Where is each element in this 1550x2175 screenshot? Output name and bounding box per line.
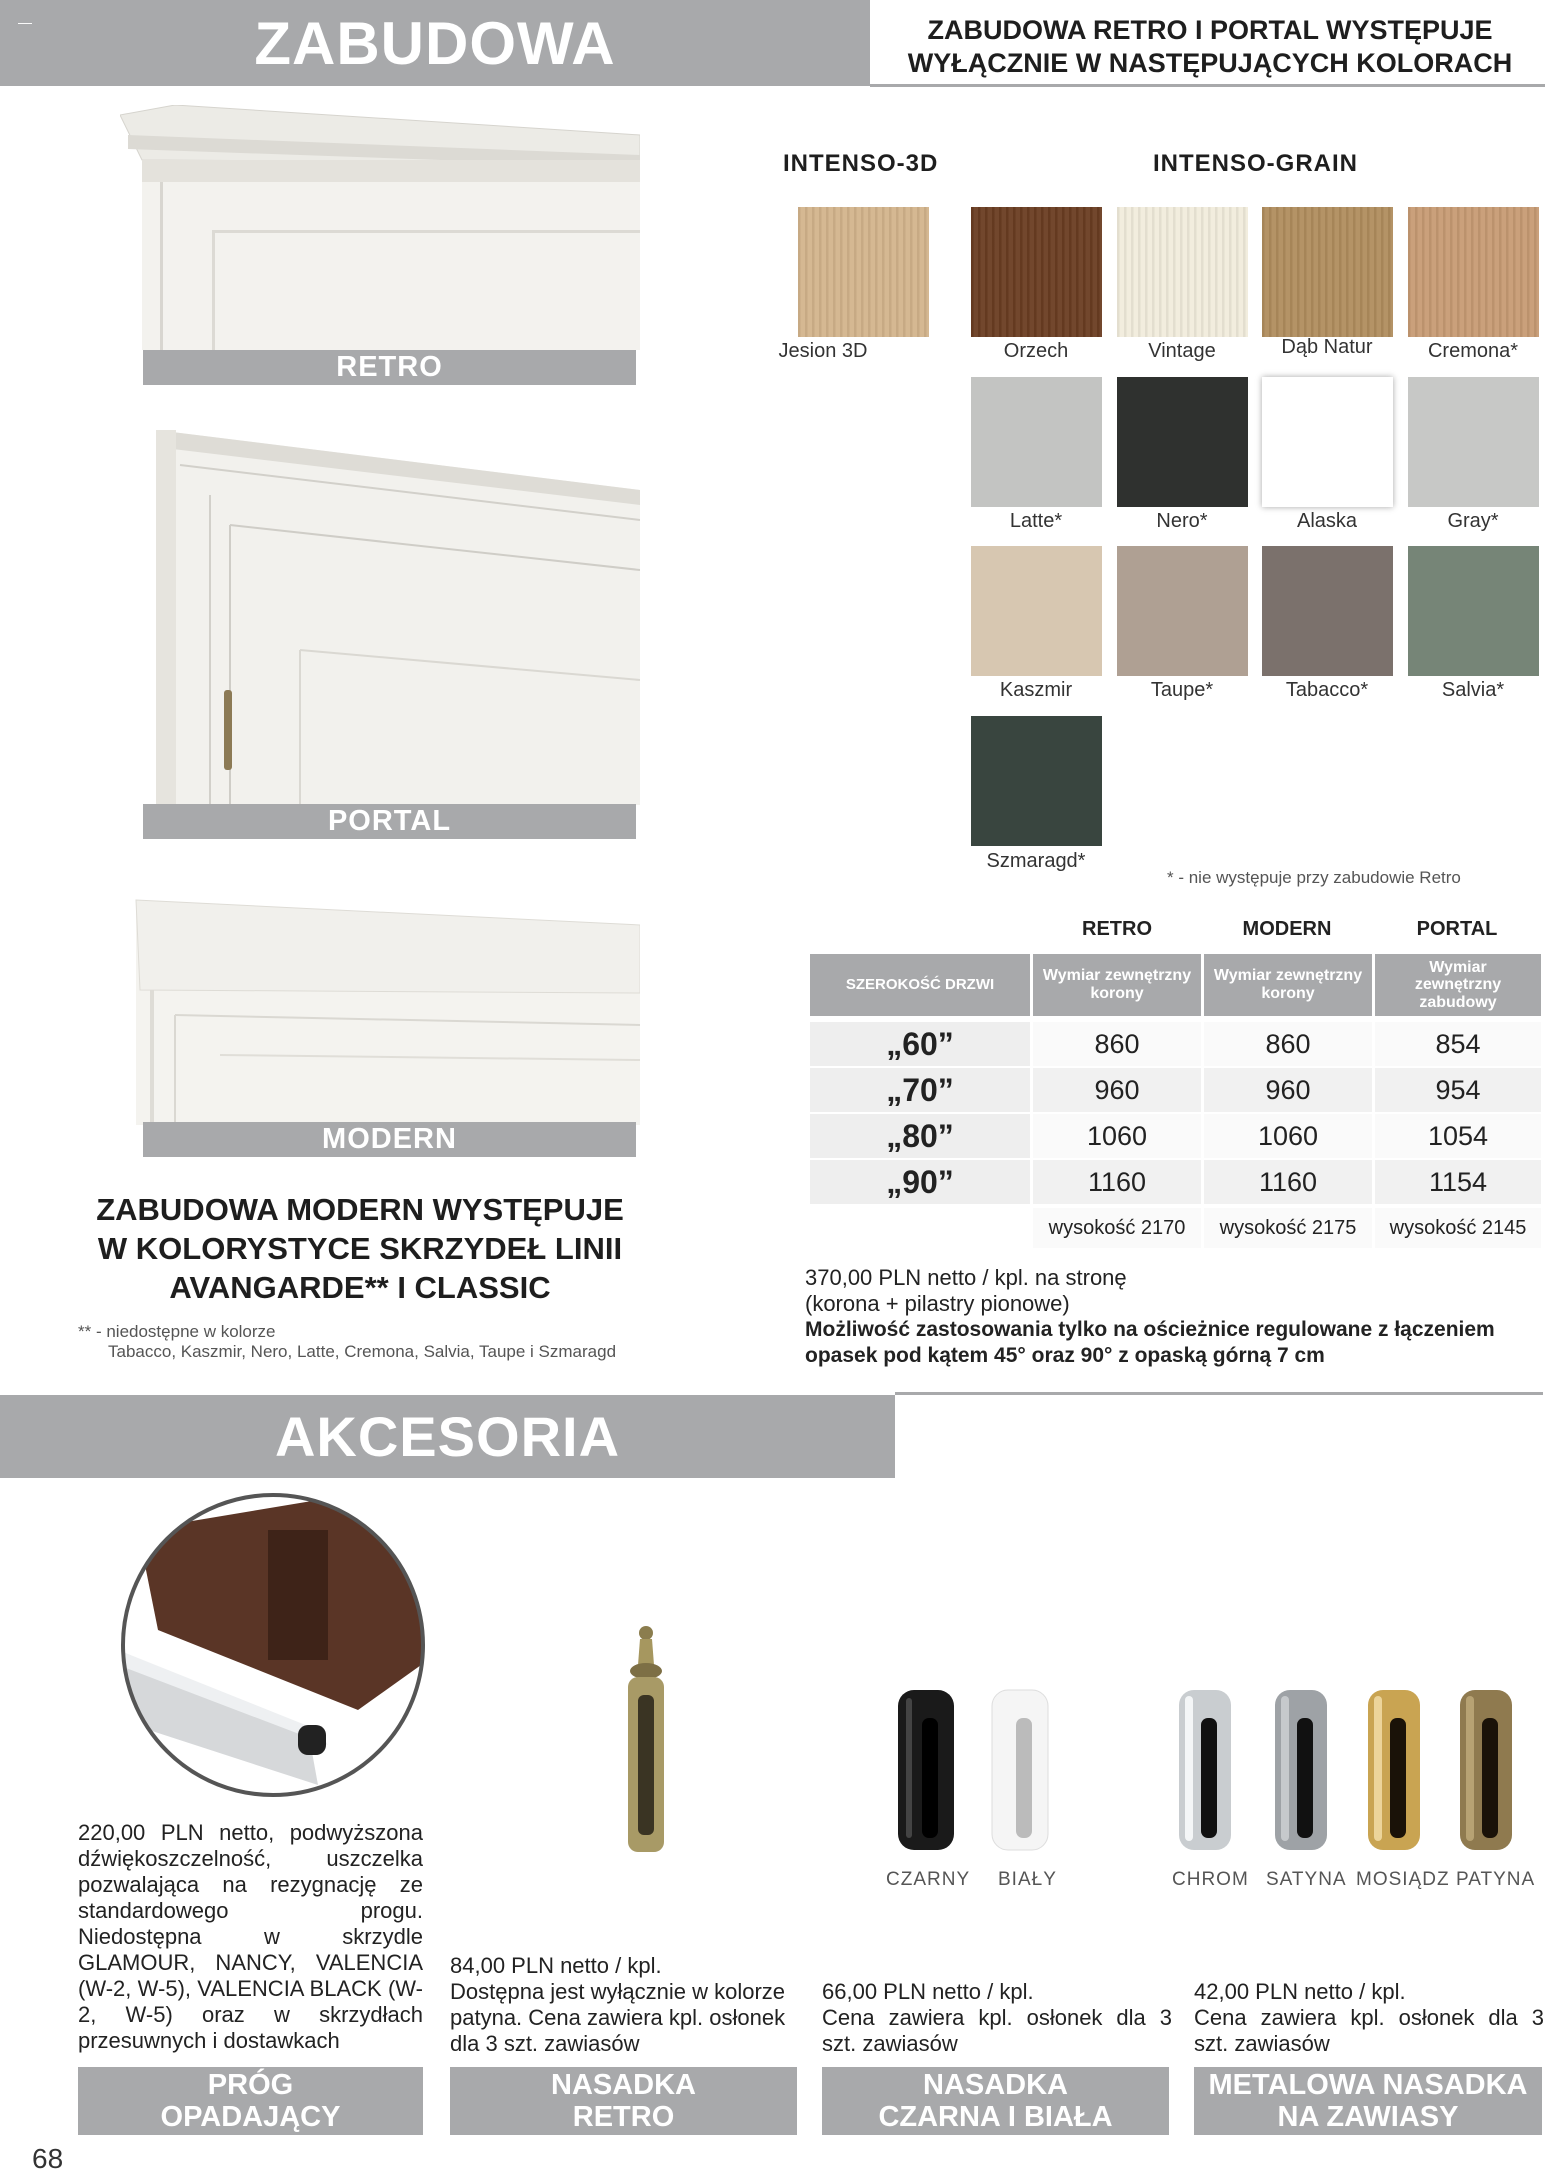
color-swatch <box>1408 207 1539 337</box>
retro-molding-image <box>120 105 640 350</box>
cell-portal: 1054 <box>1375 1114 1541 1158</box>
modern-footnote-2: Tabacco, Kaszmir, Nero, Latte, Cremona, Salvia, Taupe i Szmaragd <box>108 1342 617 1361</box>
retro-text-2: Dostępna jest wyłącznie w kolorze patyna. Cena zawiera kpl. osłonek dla 3 szt. zawiasów <box>450 1979 786 2056</box>
accessories-band <box>0 1395 895 1478</box>
palette-title-intenso3d: INTENSO-3D <box>783 150 939 177</box>
cell-portal: 954 <box>1375 1068 1541 1112</box>
table-header-modern: Wymiar zewnętrzny korony <box>1204 954 1372 1016</box>
price-note-bold1: Możliwość zastosowania tylko na ościeżnice regulowane z łączeniem <box>805 1318 1495 1341</box>
bw-cap-label-2: CZARNA I BIAŁA <box>878 2101 1113 2133</box>
chrome-cap-image <box>1177 1688 1233 1853</box>
color-swatch <box>1117 207 1248 337</box>
color-swatch-label: Tabacco* <box>1285 679 1369 701</box>
page-number: 68 <box>32 2143 64 2174</box>
color-swatch-label: Szmaragd* <box>986 850 1086 872</box>
portal-frame-image <box>150 425 640 805</box>
color-swatch <box>971 377 1102 507</box>
prog-label <box>78 2067 423 2135</box>
header-note <box>880 14 1540 80</box>
modern-label: MODERN <box>143 1122 636 1157</box>
modern-note-line1: ZABUDOWA MODERN WYSTĘPUJE <box>96 1192 624 1227</box>
page-title: ZABUDOWA <box>254 9 616 77</box>
portal-label: PORTAL <box>143 804 636 839</box>
cell-portal: 1154 <box>1375 1160 1541 1204</box>
retro-label: RETRO <box>143 350 636 385</box>
color-swatch <box>1262 207 1393 337</box>
header-tag: — <box>18 14 32 30</box>
color-swatch-label: Taupe* <box>1150 679 1214 701</box>
color-swatch <box>1408 377 1539 507</box>
modern-note <box>60 1190 660 1307</box>
modern-note-line2: W KOLORYSTYCE SKRZYDEŁ LINII <box>97 1231 623 1266</box>
color-swatch <box>1408 546 1539 676</box>
bw-cap-label-1: NASADKA <box>923 2069 1068 2101</box>
color-swatch <box>1262 546 1393 676</box>
variant-brass: MOSIĄDZ <box>1356 1869 1450 1890</box>
variant-black: CZARNY <box>886 1869 971 1890</box>
color-swatch-label: Dąb Natur <box>1281 336 1373 358</box>
brass-cap-image <box>1366 1688 1422 1853</box>
bw-text-2: Cena zawiera kpl. osłonek dla 3 szt. zawiasów <box>822 2005 1172 2056</box>
height-modern: wysokość 2175 <box>1204 1208 1372 1248</box>
col-title-retro: RETRO <box>1082 918 1152 940</box>
table-row <box>810 1160 1541 1204</box>
row-label: „80” <box>810 1114 1030 1158</box>
colors-footnote: * - nie występuje przy zabudowie Retro <box>1167 868 1461 887</box>
price-note-line1: 370,00 PLN netto / kpl. na stronę <box>805 1265 1127 1290</box>
metal-text-2: Cena zawiera kpl. osłonek dla 3 szt. zawiasów <box>1194 2005 1544 2056</box>
retro-cap-label-2: RETRO <box>572 2101 675 2133</box>
cell-retro: 960 <box>1033 1068 1201 1112</box>
color-swatch-label: Nero* <box>1156 510 1208 532</box>
header-note-line2: WYŁĄCZNIE W NASTĘPUJĄCYCH KOLORACH <box>907 48 1513 78</box>
metal-cap-label-2: NA ZAWIASY <box>1277 2101 1459 2133</box>
metal-cap-label-1: METALOWA NASADKA <box>1208 2069 1528 2101</box>
variant-satin: SATYNA <box>1266 1869 1347 1890</box>
color-swatch-label: Cremona* <box>1427 340 1519 362</box>
price-note-bold2: opasek pod kątem 45° oraz 90° z opaską górną 7 cm <box>805 1344 1325 1367</box>
height-retro: wysokość 2170 <box>1033 1208 1201 1248</box>
row-label: „60” <box>810 1022 1030 1066</box>
cell-retro: 860 <box>1033 1022 1201 1066</box>
metal-text-1: 42,00 PLN netto / kpl. <box>1194 1979 1406 2004</box>
palette-title-intensograin: INTENSO-GRAIN <box>1153 150 1358 177</box>
col-title-modern: MODERN <box>1242 918 1332 940</box>
row-label: „90” <box>810 1160 1030 1204</box>
prog-label-1: PRÓG <box>207 2069 294 2101</box>
white-cap-image <box>990 1688 1050 1853</box>
table-header-portal: Wymiar zewnętrzny zabudowy <box>1375 954 1541 1016</box>
section-divider <box>895 1392 1543 1395</box>
cell-modern: 960 <box>1204 1068 1372 1112</box>
retro-cap-label-1: NASADKA <box>551 2069 696 2101</box>
patina-cap-image <box>1458 1688 1514 1853</box>
prog-label-2: OPADAJĄCY <box>160 2101 341 2133</box>
color-swatch-label: Gray* <box>1447 510 1499 532</box>
cell-modern: 860 <box>1204 1022 1372 1066</box>
variant-chrome: CHROM <box>1172 1869 1249 1890</box>
retro-text-1: 84,00 PLN netto / kpl. <box>450 1953 662 1978</box>
modern-note-line3: AVANGARDE** I CLASSIC <box>169 1270 551 1305</box>
color-swatch <box>971 546 1102 676</box>
color-swatch <box>971 716 1102 846</box>
accessories-title: AKCESORIA <box>274 1405 621 1468</box>
table-row <box>810 1114 1541 1158</box>
color-swatch <box>971 207 1102 337</box>
price-note-line2: (korona + pilastry pionowe) <box>805 1291 1070 1316</box>
retro-cap-label <box>450 2067 797 2135</box>
cell-modern: 1060 <box>1204 1114 1372 1158</box>
color-swatch-label: Jesion 3D <box>778 340 868 362</box>
color-swatch <box>1117 546 1248 676</box>
col-title-portal: PORTAL <box>1416 918 1498 940</box>
price-note <box>805 1265 1545 1369</box>
color-swatch-label: Alaska <box>1296 510 1358 532</box>
prog-text: 220,00 PLN netto, podwyższona dźwiękoszczelność, uszczelka pozwalająca na rezygnację ze standardowego progu. Niedostępna w skrzydle GLAMOUR, NANCY, VALENCIA (W-2, W-5), VALENCIA BLACK (W-2, W-5) oraz w skrzydłach przesuwnych i dostawkach <box>78 1820 423 2053</box>
header-note-line1: ZABUDOWA RETRO I PORTAL WYSTĘPUJE <box>927 15 1493 45</box>
black-cap-image <box>896 1688 956 1853</box>
cell-retro: 1160 <box>1033 1160 1201 1204</box>
table-header-width: SZEROKOŚĆ DRZWI <box>810 954 1030 1016</box>
color-swatch-label: Latte* <box>1009 510 1063 532</box>
drop-seal-image <box>118 1490 428 1800</box>
height-portal: wysokość 2145 <box>1375 1208 1541 1248</box>
table-header-retro: Wymiar zewnętrzny korony <box>1033 954 1201 1016</box>
modern-footnote-1: ** - niedostępne w kolorze <box>78 1322 276 1341</box>
color-swatch-label: Vintage <box>1148 340 1216 362</box>
color-swatch <box>798 207 929 337</box>
table-row <box>810 1022 1541 1066</box>
modern-molding-image <box>130 895 640 1125</box>
color-swatch-label: Kaszmir <box>999 679 1073 701</box>
bw-text-1: 66,00 PLN netto / kpl. <box>822 1979 1034 2004</box>
color-swatch-label: Salvia* <box>1441 679 1505 701</box>
row-label: „70” <box>810 1068 1030 1112</box>
variant-white: BIAŁY <box>998 1869 1057 1890</box>
variant-patina: PATYNA <box>1456 1869 1536 1890</box>
color-swatch <box>1262 377 1393 507</box>
retro-cap-image <box>618 1625 674 1855</box>
color-swatch <box>1117 377 1248 507</box>
header-band <box>0 0 870 86</box>
satin-cap-image <box>1273 1688 1329 1853</box>
cell-modern: 1160 <box>1204 1160 1372 1204</box>
color-swatch-label: Orzech <box>1003 340 1069 362</box>
table-row <box>810 1068 1541 1112</box>
cell-portal: 854 <box>1375 1022 1541 1066</box>
header-gray-line <box>870 84 1545 87</box>
cell-retro: 1060 <box>1033 1114 1201 1158</box>
bw-cap-label <box>822 2067 1169 2135</box>
metal-cap-label <box>1194 2067 1542 2135</box>
